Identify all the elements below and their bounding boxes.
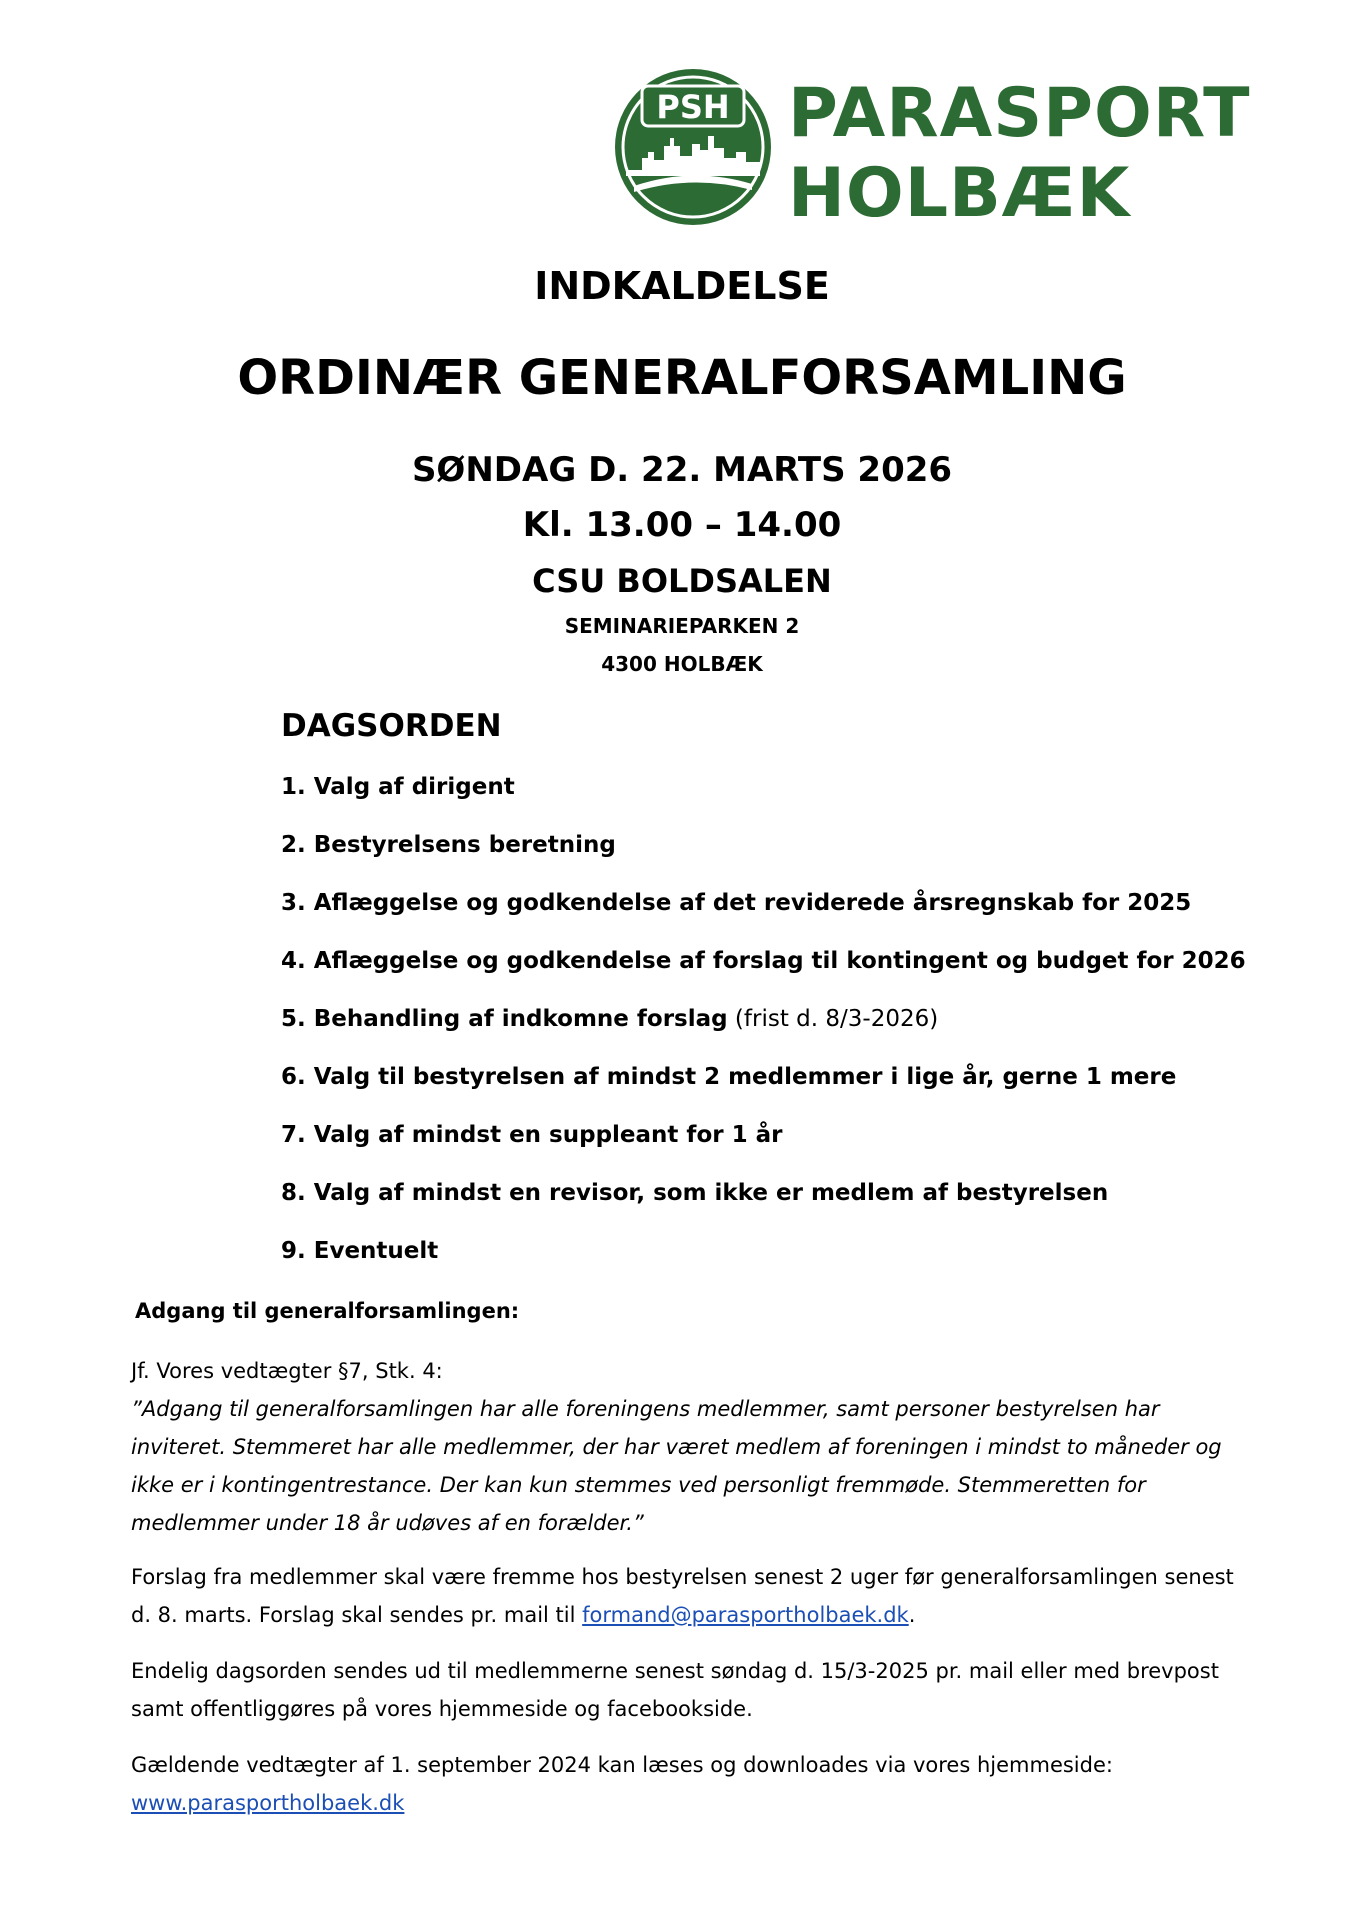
emblem-text: PSH: [656, 88, 730, 126]
agenda-item-text: 1. Valg af dirigent: [281, 774, 515, 800]
access-heading: Adgang til generalforsamlingen:: [135, 1299, 520, 1323]
address-line-2: 4300 HOLBÆK: [601, 652, 763, 676]
agenda-heading: DAGSORDEN: [281, 708, 502, 744]
statutes-text: Gældende vedtægter af 1. september 2024 kan læses og downloades via vores hjemmeside:: [131, 1753, 1113, 1777]
page-title: ORDINÆR GENERALFORSAMLING: [237, 350, 1127, 406]
agenda-item-text: 8. Valg af mindst en revisor, som ikke er medlem af bestyrelsen: [281, 1180, 1109, 1206]
agenda-item-text: 3. Aflæggelse og godkendelse af det reviderede årsregnskab for 2025: [281, 890, 1192, 916]
agenda-item: [281, 948, 1246, 974]
agenda-item: [281, 1006, 938, 1032]
psh-emblem-icon: [612, 66, 774, 228]
agenda-item: [281, 774, 515, 800]
statute-reference: Jf. Vores vedtægter §7, Stk. 4:: [131, 1359, 443, 1383]
statute-quote: ”Adgang til generalforsamlingen har alle foreningens medlemmer, samt personer bestyrelsen har inviteret. Stemmeret har alle medlemmer, der har været medlem af foreningen i mindst to måneder og ikke er i kontingentrestance. Der kan kun stemmes ved personligt fremmøde. Stemmeretten for medlemmer under 18 år udøves af en forælder.”: [131, 1397, 1222, 1535]
agenda-item-text: 4. Aflæggelse og godkendelse af forslag til kontingent og budget for 2026: [281, 948, 1246, 974]
final-agenda-paragraph: Endelig dagsorden sendes ud til medlemmerne senest søndag d. 15/3-2025 pr. mail eller med brevpost samt offentliggøres på vores hjemmeside og facebookside.: [131, 1659, 1219, 1721]
proposals-end: .: [908, 1603, 916, 1627]
agenda-item-text: 9. Eventuelt: [281, 1238, 439, 1264]
meeting-time: Kl. 13.00 – 14.00: [522, 505, 842, 545]
agenda-item: [281, 1064, 1176, 1090]
address-line-1: SEMINARIEPARKEN 2: [564, 614, 800, 638]
email-link[interactable]: formand@parasportholbaek.dk: [582, 1603, 909, 1627]
logo-line-2: HOLBÆK: [788, 154, 1131, 233]
agenda-item: [281, 1122, 782, 1148]
agenda-item: [281, 890, 1191, 916]
agenda-item: [281, 1238, 438, 1264]
logo-line-1: PARASPORT: [788, 74, 1251, 153]
agenda-item: [281, 1180, 1108, 1206]
proposals-paragraph: [131, 1558, 1251, 1634]
statute-reference-block: [131, 1352, 1251, 1542]
agenda-item-note: (frist d. 8/3-2026): [727, 1006, 939, 1032]
agenda-item: [281, 832, 616, 858]
agenda-item-text: 5. Behandling af indkomne forslag: [281, 1006, 728, 1032]
meeting-venue: CSU BOLDSALEN: [532, 562, 832, 600]
website-link[interactable]: www.parasportholbaek.dk: [131, 1791, 405, 1815]
statutes-paragraph: [131, 1746, 1251, 1822]
agenda-item-text: 2. Bestyrelsens beretning: [281, 832, 616, 858]
meeting-date: SØNDAG D. 22. MARTS 2026: [411, 450, 953, 490]
logo: [612, 66, 1251, 233]
kicker-heading: INDKALDELSE: [534, 264, 830, 308]
agenda-item-text: 7. Valg af mindst en suppleant for 1 år: [281, 1122, 783, 1148]
proposals-text: Forslag fra medlemmer skal være fremme hos bestyrelsen senest 2 uger før generalforsamlingen senest d. 8. marts. Forslag skal sendes pr. mail til: [131, 1565, 1234, 1627]
agenda-item-text: 6. Valg til bestyrelsen af mindst 2 medlemmer i lige år, gerne 1 mere: [281, 1064, 1177, 1090]
